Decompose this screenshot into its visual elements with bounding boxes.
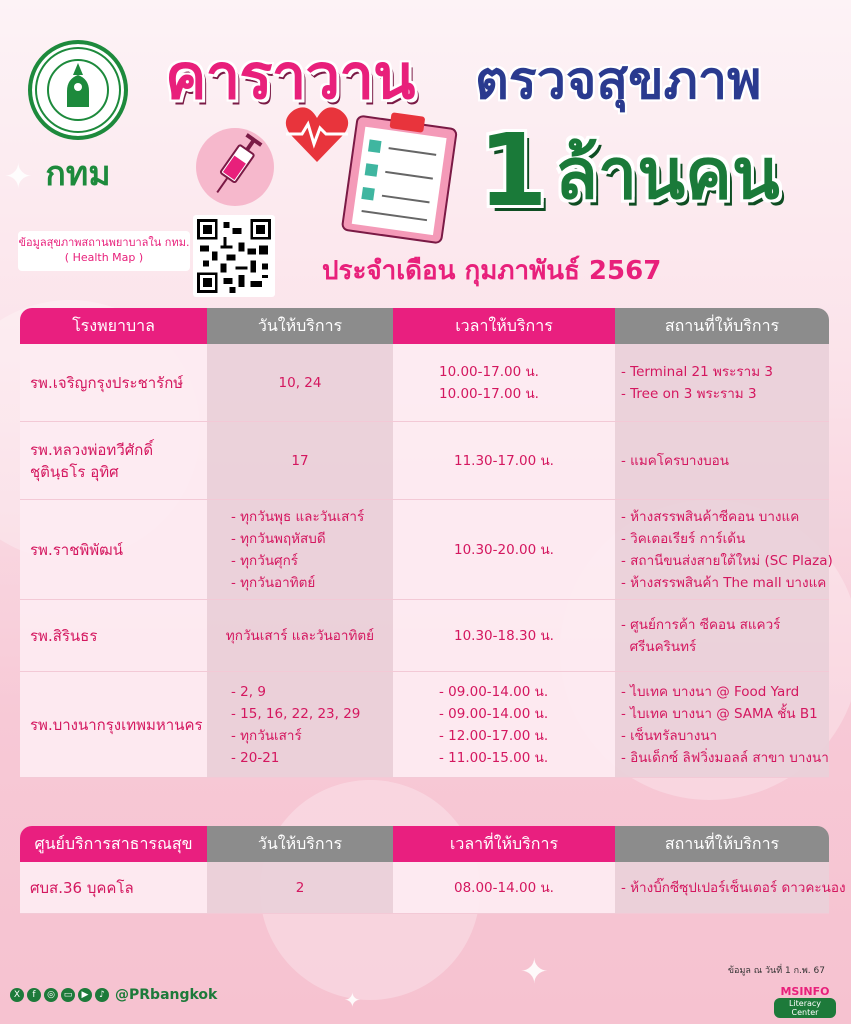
hospital-name-text: รพ.หลวงพ่อทวีศักดิ์	[30, 440, 154, 459]
instagram-icon[interactable]: ◎	[44, 988, 58, 1002]
service-time-text: 10.30-18.30 น.	[454, 627, 554, 644]
service-place-text: - ห้างสรรพสินค้าซีคอน บางแค	[621, 508, 800, 525]
service-place-cell	[615, 500, 833, 599]
service-day-text: - ทุกวันพฤหัสบดี	[231, 530, 326, 547]
hospital-name-text: ชุตินฺธโร อุทิศ	[30, 462, 119, 481]
hospital-schedule-table	[20, 308, 833, 778]
service-time-cell	[393, 500, 615, 599]
service-day-cell	[207, 500, 393, 599]
sparkle-icon: ✦	[344, 988, 361, 1012]
service-time-text: 08.00-14.00 น.	[454, 879, 554, 896]
service-place-text: - อินเด็กซ์ ลิฟวิ่งมอลล์ สาขา บางนา	[621, 749, 829, 766]
service-day-cell	[207, 862, 393, 913]
msinfo-brand: MSINFO	[780, 985, 830, 998]
hospital-name-text: รพ.เจริญกรุงประชารักษ์	[30, 373, 184, 392]
service-day-text: 2	[295, 879, 305, 896]
service-day-text: 10, 24	[278, 374, 322, 391]
syringe-icon	[196, 128, 274, 206]
table-row	[20, 862, 846, 914]
hospital-name-text: รพ.บางนากรุงเทพมหานคร	[30, 715, 203, 734]
service-place-text: - เซ็นทรัลบางนา	[621, 727, 718, 744]
header-health-center: ศูนย์บริการสาธารณสุข	[20, 826, 207, 862]
sparkle-icon: ✦	[4, 157, 33, 197]
service-place-text: - Terminal 21 พระราม 3	[621, 363, 773, 380]
table-header-row	[20, 826, 829, 862]
service-day-text: - ทุกวันศุกร์	[231, 552, 299, 569]
hospital-name-cell	[20, 344, 207, 421]
service-time-text: 11.30-17.00 น.	[454, 452, 554, 469]
service-day-cell	[207, 344, 393, 421]
service-time-text: - 11.00-15.00 น.	[439, 749, 549, 766]
header-service-day: วันให้บริการ	[207, 308, 393, 344]
heart-pulse-icon	[282, 100, 352, 170]
service-day-text: - 20-21	[231, 749, 280, 766]
hospital-name-cell	[20, 600, 207, 671]
hospital-name-text: ศบส.36 บุคคโล	[30, 878, 134, 897]
service-time-cell	[393, 672, 615, 777]
service-place-cell	[615, 344, 829, 421]
table-header-row	[20, 308, 829, 344]
service-place-cell	[615, 600, 829, 671]
header-hospital: โรงพยาบาล	[20, 308, 207, 344]
service-time-cell	[393, 862, 615, 913]
line-icon[interactable]: ▭	[61, 988, 75, 1002]
hospital-name-cell	[20, 422, 207, 499]
header-service-place: สถานที่ให้บริการ	[615, 308, 829, 344]
health-center-schedule-table	[20, 826, 846, 914]
social-bar	[10, 987, 217, 1003]
clipboard-checklist-icon	[336, 103, 463, 247]
service-place-cell	[615, 422, 829, 499]
service-place-text: - ศูนย์การค้า ซีคอน สแควร์	[621, 616, 781, 633]
table-row	[20, 600, 829, 672]
service-time-cell	[393, 600, 615, 671]
table-row	[20, 500, 833, 600]
service-time-text: - 09.00-14.00 น.	[439, 705, 549, 722]
service-place-text: - ไบเทค บางนา @ SAMA ชั้น B1	[621, 705, 818, 722]
bma-logo-text: กทม	[45, 154, 111, 194]
service-time-text: - 12.00-17.00 น.	[439, 727, 549, 744]
social-handle[interactable]: @PRbangkok	[115, 987, 218, 1003]
health-map-line2: ( Health Map )	[64, 251, 144, 264]
service-day-cell	[207, 422, 393, 499]
service-place-text: - สถานีขนส่งสายใต้ใหม่ (SC Plaza)	[621, 552, 833, 569]
service-time-text: - 09.00-14.00 น.	[439, 683, 549, 700]
title-number: 1	[478, 112, 548, 229]
health-map-line1: ข้อมูลสุขภาพสถานพยาบาลใน กทม.	[18, 236, 190, 249]
service-day-text: - ทุกวันพุธ และวันเสาร์	[231, 508, 365, 525]
facebook-icon[interactable]: f	[27, 988, 41, 1002]
table-row	[20, 422, 829, 500]
table-body	[20, 344, 833, 778]
title-caravan: คาราวาน	[165, 40, 415, 113]
service-place-text: - ไบเทค บางนา @ Food Yard	[621, 683, 800, 700]
youtube-icon[interactable]: ▶	[78, 988, 92, 1002]
service-place-text: - Tree on 3 พระราม 3	[621, 385, 757, 402]
service-day-text: ทุกวันเสาร์ และวันอาทิตย์	[225, 627, 375, 644]
hospital-name-text: รพ.สิรินธร	[30, 626, 98, 645]
service-time-text: 10.00-17.00 น.	[439, 363, 539, 380]
bma-logo	[26, 40, 130, 200]
service-place-text: - ห้างสรรพสินค้า The mall บางแค	[621, 574, 827, 591]
header-service-time: เวลาให้บริการ	[393, 308, 615, 344]
msinfo-logo	[774, 985, 836, 1018]
hospital-name-text: รพ.ราชพิพัฒน์	[30, 540, 123, 559]
service-day-text: - 15, 16, 22, 23, 29	[231, 705, 361, 722]
service-day-text: - ทุกวันเสาร์	[231, 727, 302, 744]
health-map-label	[18, 231, 190, 271]
hospital-name-cell	[20, 672, 207, 777]
title-health-check: ตรวจสุขภาพ	[475, 51, 762, 111]
tiktok-icon[interactable]: ♪	[95, 988, 109, 1002]
month-subtitle: ประจำเดือน กุมภาพันธ์ 2567	[322, 256, 662, 286]
header-service-day: วันให้บริการ	[207, 826, 393, 862]
service-day-text: 17	[291, 452, 309, 469]
table-row	[20, 344, 829, 422]
header-service-place: สถานที่ให้บริการ	[615, 826, 829, 862]
service-place-text: - แมคโครบางบอน	[621, 452, 729, 469]
service-place-cell	[615, 672, 829, 777]
service-place-text: - วิคเตอเรียร์ การ์เด้น	[621, 530, 746, 547]
service-place-text: - ห้างบิ๊กซีซุปเปอร์เซ็นเตอร์ ดาวคะนอง	[621, 879, 846, 896]
x-icon[interactable]: X	[10, 988, 24, 1002]
service-time-cell	[393, 422, 615, 499]
title-million-people: ล้านคน	[555, 133, 780, 215]
hospital-name-cell	[20, 500, 207, 599]
service-time-text: 10.30-20.00 น.	[454, 541, 554, 558]
service-time-text: 10.00-17.00 น.	[439, 385, 539, 402]
service-time-cell	[393, 344, 615, 421]
service-day-text: - ทุกวันอาทิตย์	[231, 574, 316, 591]
hospital-name-cell	[20, 862, 207, 913]
service-day-cell	[207, 600, 393, 671]
table-row	[20, 672, 829, 778]
health-map-qr-code[interactable]	[193, 215, 275, 297]
service-place-text: ศรีนครินทร์	[621, 638, 697, 655]
service-place-cell	[615, 862, 846, 913]
service-day-text: - 2, 9	[231, 683, 266, 700]
data-source-note: ข้อมูล ณ วันที่ 1 ก.พ. 67	[727, 966, 825, 976]
service-day-cell	[207, 672, 393, 777]
bma-seal-icon	[28, 40, 128, 140]
table-body	[20, 862, 846, 914]
literacy-center-label: Literacy Center	[774, 998, 836, 1018]
sparkle-icon: ✦	[520, 952, 549, 992]
header-service-time: เวลาที่ให้บริการ	[393, 826, 615, 862]
